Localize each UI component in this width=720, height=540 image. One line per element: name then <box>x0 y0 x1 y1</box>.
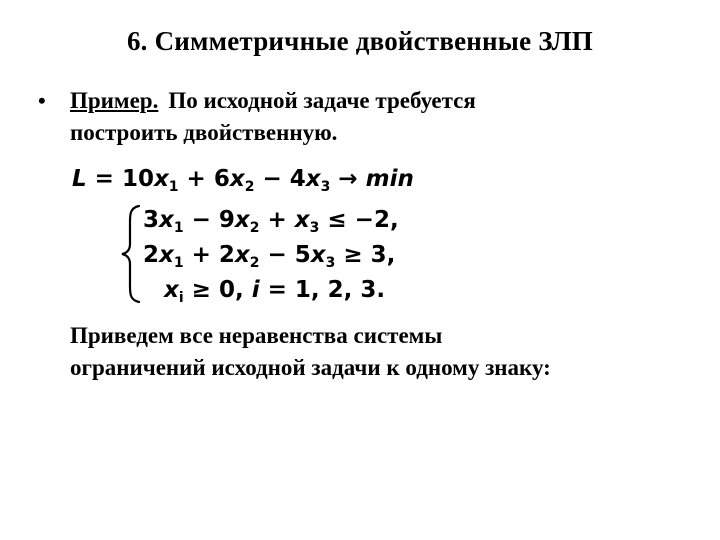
sub-i: i <box>178 290 184 306</box>
sub-1: 1 <box>173 255 184 271</box>
constraint-1 <box>143 205 399 235</box>
sub-1: 1 <box>173 220 184 236</box>
c2-coef1: 2 <box>143 242 160 268</box>
objective-arrow: → <box>330 166 366 192</box>
objective-coef2: + 6 <box>178 166 230 192</box>
sub-3: 3 <box>320 179 331 195</box>
var-x3: x <box>305 166 321 192</box>
var-x2: x <box>229 166 245 192</box>
var-x1: x <box>159 207 174 233</box>
var-x1: x <box>153 166 169 192</box>
var-x3: x <box>310 242 326 268</box>
objective-min: min <box>365 166 414 192</box>
example-bullet <box>38 85 688 149</box>
objective-function <box>72 166 414 195</box>
sub-3: 3 <box>309 220 320 236</box>
constraint-nonnegativity <box>164 275 385 305</box>
c2-coef2: + 2 <box>183 242 235 268</box>
sub-2: 2 <box>249 220 260 236</box>
objective-coef3: − 4 <box>254 166 306 192</box>
var-x2: x <box>234 207 250 233</box>
var-x2: x <box>234 242 250 268</box>
objective-coef1: = 10 <box>86 166 154 192</box>
c2-coef3: − 5 <box>259 242 311 268</box>
var-x3: x <box>294 207 310 233</box>
c1-coef1: 3 <box>143 207 160 233</box>
bullet-marker: • <box>38 88 46 113</box>
c2-rhs: ≥ 3, <box>335 242 396 268</box>
example-label: Пример. <box>70 88 159 113</box>
c1-coef2: − 9 <box>183 207 235 233</box>
sub-1: 1 <box>168 179 179 195</box>
paragraph-line2: ограничений исходной задачи к одному знаку: <box>70 355 551 380</box>
sub-3: 3 <box>325 255 336 271</box>
index-i: i <box>251 277 260 303</box>
paragraph-line1: Приведем все неравенства системы <box>70 323 443 348</box>
var-x1: x <box>159 242 174 268</box>
explanation-paragraph <box>70 320 690 384</box>
var-xi: x <box>164 277 179 303</box>
constraint-2 <box>143 240 395 270</box>
system-brace <box>120 204 142 304</box>
sub-2: 2 <box>249 255 260 271</box>
c1-rhs: ≤ −2, <box>319 207 399 233</box>
sub-2: 2 <box>244 179 255 195</box>
example-text <box>70 85 688 149</box>
example-text-line2: построить двойственную. <box>70 120 338 145</box>
c3-range: = 1, 2, 3. <box>259 277 386 303</box>
slide-title: 6. Симметричные двойственные ЗЛП <box>126 26 594 56</box>
c3-cond: ≥ 0, <box>183 277 252 303</box>
c1-coef3: + <box>259 207 295 233</box>
objective-L: L <box>72 166 87 192</box>
example-text-line1: По исходной задаче требуется <box>168 88 476 113</box>
